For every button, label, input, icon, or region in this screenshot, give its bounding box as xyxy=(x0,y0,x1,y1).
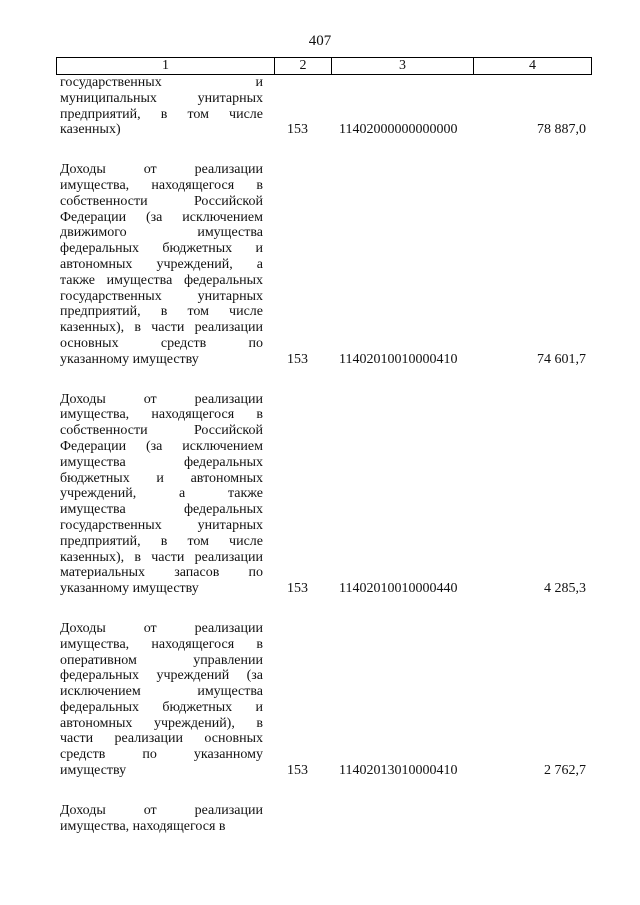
header-col-3: 3 xyxy=(332,58,474,74)
description-line: имущества, находящегося в xyxy=(60,818,226,834)
description-line: Доходы от реализации xyxy=(60,620,263,636)
description-line: предприятий, в том числе xyxy=(60,533,263,549)
description-line: имуществу xyxy=(60,763,127,779)
description-line: Федерации (за исключением xyxy=(60,209,263,225)
description-line: федеральных учреждений (за xyxy=(60,668,263,684)
page-number: 407 xyxy=(308,33,332,49)
row-admin-code: 153 xyxy=(287,351,308,367)
row-classification-code: 11402013010000410 xyxy=(339,763,458,779)
description-line: оперативном управлении xyxy=(60,652,263,668)
header-col-1: 1 xyxy=(57,58,275,74)
row-description xyxy=(60,392,263,597)
row-amount: 74 601,7 xyxy=(537,351,586,367)
row-amount: 78 887,0 xyxy=(537,122,586,138)
description-line: казенных), в части реализации xyxy=(60,320,263,336)
description-line: предприятий, в том числе xyxy=(60,106,263,122)
row-description xyxy=(60,803,263,835)
table-body xyxy=(60,75,590,858)
description-line: автономных учреждений), в xyxy=(60,715,263,731)
description-line: предприятий, в том числе xyxy=(60,304,263,320)
description-line: Доходы от реализации xyxy=(60,391,263,407)
description-line: Доходы от реализации xyxy=(60,802,263,818)
description-line: государственных унитарных xyxy=(60,517,263,533)
description-line: части реализации основных xyxy=(60,731,263,747)
description-line: собственности Российской xyxy=(60,423,263,439)
row-admin-code: 153 xyxy=(287,763,308,779)
header-col-2: 2 xyxy=(275,58,332,74)
row-classification-code: 11402010010000410 xyxy=(339,351,458,367)
description-line: имущества, находящегося в xyxy=(60,177,263,193)
row-admin-code: 153 xyxy=(287,581,308,597)
description-line: государственных и xyxy=(60,75,263,90)
table-row xyxy=(60,162,590,367)
description-line: указанному имуществу xyxy=(60,581,199,597)
row-amount: 2 762,7 xyxy=(544,763,586,779)
row-classification-code: 11402000000000000 xyxy=(339,122,458,138)
description-line: государственных унитарных xyxy=(60,288,263,304)
row-description xyxy=(60,162,263,367)
description-line: учреждений, а также xyxy=(60,486,263,502)
table-row xyxy=(60,75,590,138)
row-classification-code: 11402010010000440 xyxy=(339,581,458,597)
row-admin-code: 153 xyxy=(287,122,308,138)
description-line: Доходы от реализации xyxy=(60,162,263,178)
table-header xyxy=(56,57,592,75)
description-line: казенных) xyxy=(60,122,121,138)
description-line: имущества, находящегося в xyxy=(60,407,263,423)
header-col-4: 4 xyxy=(529,58,536,73)
description-line: основных средств по xyxy=(60,335,263,351)
description-line: указанному имуществу xyxy=(60,351,199,367)
table-row xyxy=(60,621,590,779)
description-line: средств по указанному xyxy=(60,747,263,763)
description-line: федеральных бюджетных и xyxy=(60,699,263,715)
description-line: казенных), в части реализации xyxy=(60,549,263,565)
description-line: материальных запасов по xyxy=(60,565,263,581)
table-row xyxy=(60,392,590,597)
description-line: автономных учреждений, а xyxy=(60,256,263,272)
description-line: муниципальных унитарных xyxy=(60,90,263,106)
description-line: имущества федеральных xyxy=(60,502,263,518)
description-line: движимого имущества xyxy=(60,225,263,241)
row-amount: 4 285,3 xyxy=(544,581,586,597)
table-row xyxy=(60,803,590,835)
description-line: Федерации (за исключением xyxy=(60,438,263,454)
description-line: федеральных бюджетных и xyxy=(60,241,263,257)
description-line: также имущества федеральных xyxy=(60,272,263,288)
row-description xyxy=(60,621,263,779)
description-line: собственности Российской xyxy=(60,193,263,209)
description-line: исключением имущества xyxy=(60,684,263,700)
description-line: имущества федеральных xyxy=(60,454,263,470)
description-line: имущества, находящегося в xyxy=(60,636,263,652)
description-line: бюджетных и автономных xyxy=(60,470,263,486)
row-description xyxy=(60,75,263,138)
